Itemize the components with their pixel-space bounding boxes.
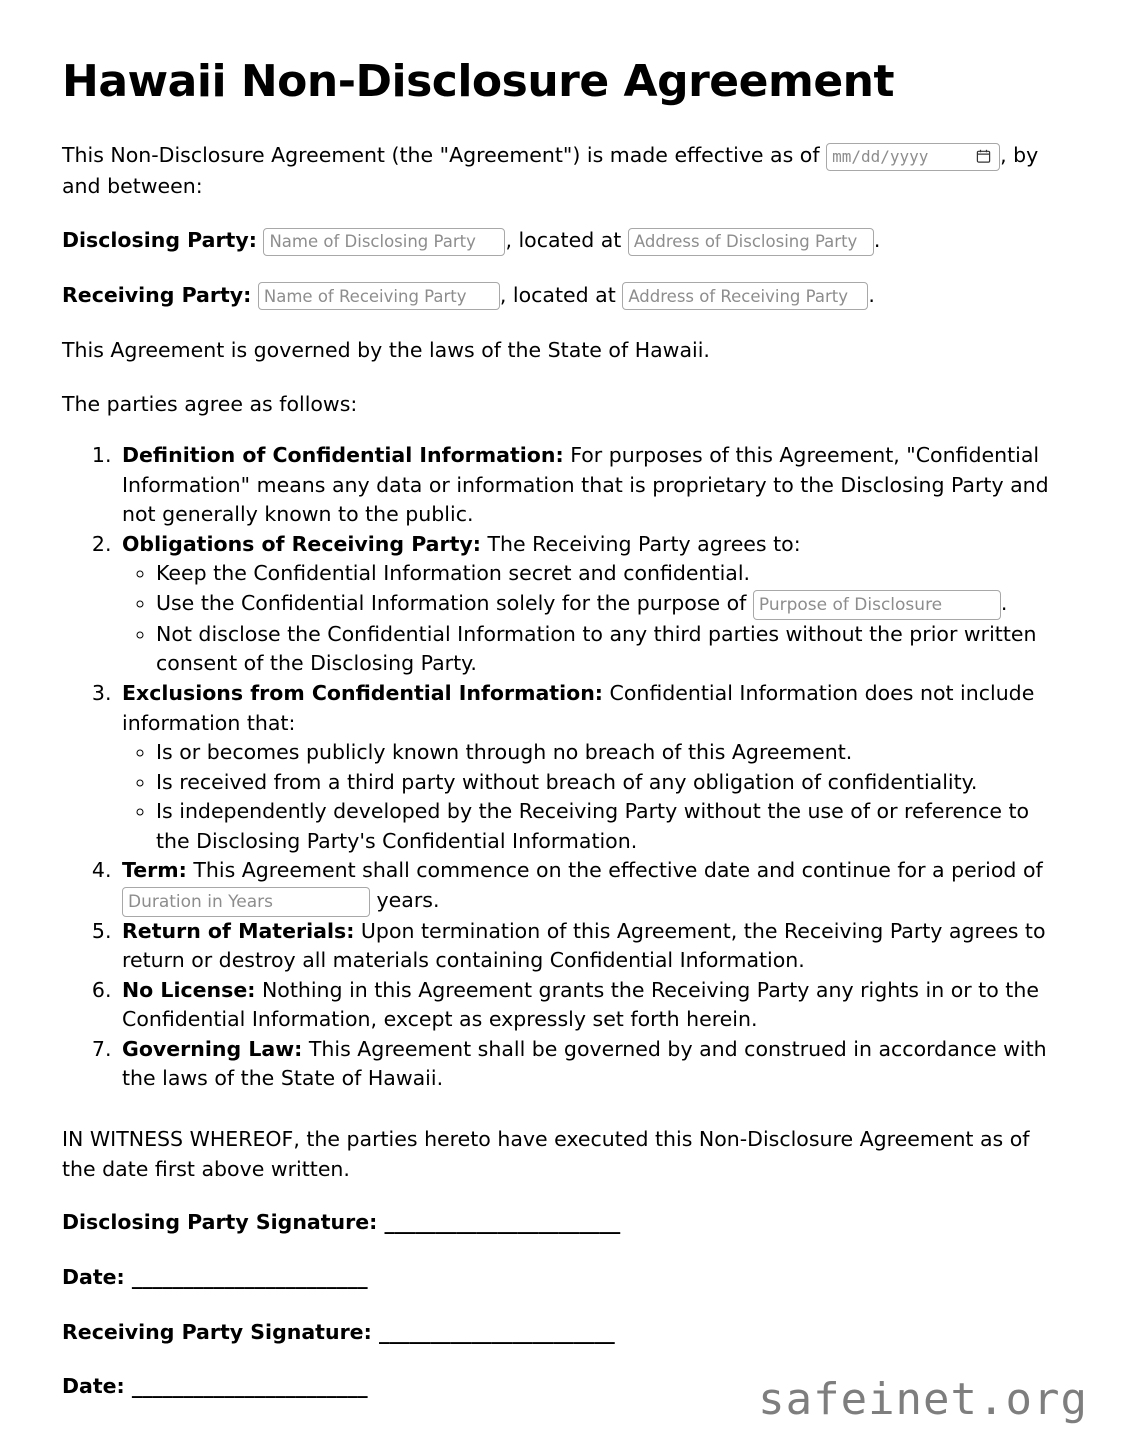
receiving-party-label: Receiving Party: bbox=[62, 282, 252, 307]
purpose-text-after: . bbox=[1000, 590, 1008, 615]
clause-term bbox=[118, 856, 1062, 917]
clause-return-lead: Return of Materials: bbox=[122, 918, 355, 943]
clause-no-license bbox=[118, 976, 1062, 1035]
clause-exclusions-body: Confidential Information does not include information that: bbox=[122, 680, 1035, 735]
receiving-date-label: Date: bbox=[62, 1374, 125, 1399]
disclosing-party-label: Disclosing Party: bbox=[62, 228, 257, 253]
page-title: Hawaii Non-Disclosure Agreement bbox=[62, 56, 895, 107]
obligations-sub-list bbox=[122, 559, 1062, 679]
receiving-line-period: . bbox=[868, 282, 875, 307]
clause-return-body: Upon termination of this Agreement, the Receiving Party agrees to return or destroy all materials containing Confidential Information. bbox=[122, 918, 1046, 973]
governing-statement: This Agreement is governed by the laws of the State of Hawaii. bbox=[62, 337, 710, 362]
effective-date-wrapper[interactable] bbox=[826, 140, 1000, 171]
intro-text-after-date: , by and between: bbox=[62, 143, 1039, 198]
duration-in-years-input[interactable] bbox=[122, 887, 370, 917]
receiving-signature-label: Receiving Party Signature: bbox=[62, 1319, 372, 1344]
disclosing-signature-rule: _______________________ bbox=[384, 1210, 621, 1235]
disclosing-party-address-input[interactable] bbox=[628, 228, 874, 256]
purpose-text-before: Use the Confidential Information solely for the purpose of bbox=[156, 590, 747, 615]
receiving-party-address-input[interactable] bbox=[622, 282, 868, 310]
clause-definition bbox=[118, 441, 1062, 530]
disclosing-party-name-input[interactable] bbox=[263, 228, 505, 256]
witness-paragraph: IN WITNESS WHEREOF, the parties hereto have executed this Non-Disclosure Agreement as of the date first above written. bbox=[62, 1126, 1030, 1182]
clause-obligations-lead: Obligations of Receiving Party: bbox=[122, 531, 481, 556]
disclosing-date-rule: _______________________ bbox=[131, 1265, 368, 1290]
clause-term-body-after: years. bbox=[376, 887, 440, 912]
receiving-signature-rule: _______________________ bbox=[378, 1319, 615, 1344]
clause-obligations bbox=[118, 530, 1062, 679]
clause-no-license-lead: No License: bbox=[122, 977, 256, 1002]
exclusions-sub-list bbox=[122, 738, 1062, 856]
receiving-signature-line bbox=[62, 1318, 1062, 1347]
clause-no-license-body: Nothing in this Agreement grants the Receiving Party any rights in or to the Confidential Information, except as expressly set forth herein. bbox=[122, 977, 1039, 1032]
list-item: ◦ Keep the Confidential Information secret and confidential. bbox=[156, 559, 1062, 589]
list-item: ◦ Is or becomes publicly known through no breach of this Agreement. bbox=[156, 738, 1062, 768]
clause-governing-law bbox=[118, 1035, 1062, 1094]
list-item: ◦ Is independently developed by the Receiving Party without the use of or reference to the Disclosing Party's Confidential Information. bbox=[156, 797, 1062, 856]
clause-governing-law-lead: Governing Law: bbox=[122, 1036, 303, 1061]
clause-term-body-before: This Agreement shall commence on the effective date and continue for a period of bbox=[186, 858, 1043, 883]
clause-definition-body: For purposes of this Agreement, "Confidential Information" means any data or information that is proprietary to the Disclosing Party and not generally known to the public. bbox=[122, 443, 1049, 527]
disclosing-line-period: . bbox=[873, 228, 881, 253]
list-item: ◦ Not disclose the Confidential Information to any third parties without the prior written consent of the Disclosing Party. bbox=[156, 620, 1062, 679]
clause-obligations-body: The Receiving Party agrees to: bbox=[481, 531, 801, 556]
agree-lead-in: The parties agree as follows: bbox=[62, 392, 358, 417]
effective-date-input[interactable] bbox=[826, 143, 1000, 171]
receiving-party-line bbox=[62, 280, 1062, 311]
disclosing-signature-label: Disclosing Party Signature: bbox=[62, 1210, 378, 1235]
receiving-located-at-text: , located at bbox=[499, 282, 616, 307]
disclosing-located-at-text: , located at bbox=[505, 228, 622, 253]
clause-exclusions bbox=[118, 679, 1062, 856]
clause-governing-law-body: This Agreement shall be governed by and construed in accordance with the laws of the State of Hawaii. bbox=[122, 1036, 1047, 1091]
intro-paragraph bbox=[62, 140, 1062, 201]
clause-exclusions-lead: Exclusions from Confidential Information: bbox=[122, 680, 603, 705]
clause-return-of-materials bbox=[118, 917, 1062, 976]
clause-term-lead: Term: bbox=[122, 858, 187, 883]
list-item-purpose bbox=[156, 589, 1062, 620]
list-item: ◦ Is received from a third party without breach of any obligation of confidentiality. bbox=[156, 768, 1062, 798]
disclosing-party-line bbox=[62, 225, 1062, 256]
site-watermark: safeinet.org bbox=[758, 1374, 1088, 1425]
purpose-of-disclosure-input[interactable] bbox=[753, 590, 1001, 620]
disclosing-signature-line bbox=[62, 1208, 1062, 1237]
disclosing-date-label: Date: bbox=[62, 1265, 125, 1290]
disclosing-date-line bbox=[62, 1263, 1062, 1292]
clause-definition-lead: Definition of Confidential Information: bbox=[122, 443, 564, 468]
intro-text-before-date: This Non-Disclosure Agreement (the "Agreement") is made effective as of bbox=[62, 143, 820, 168]
receiving-date-rule: _______________________ bbox=[131, 1374, 368, 1399]
receiving-party-name-input[interactable] bbox=[258, 282, 500, 310]
clauses-list bbox=[62, 441, 1062, 1093]
